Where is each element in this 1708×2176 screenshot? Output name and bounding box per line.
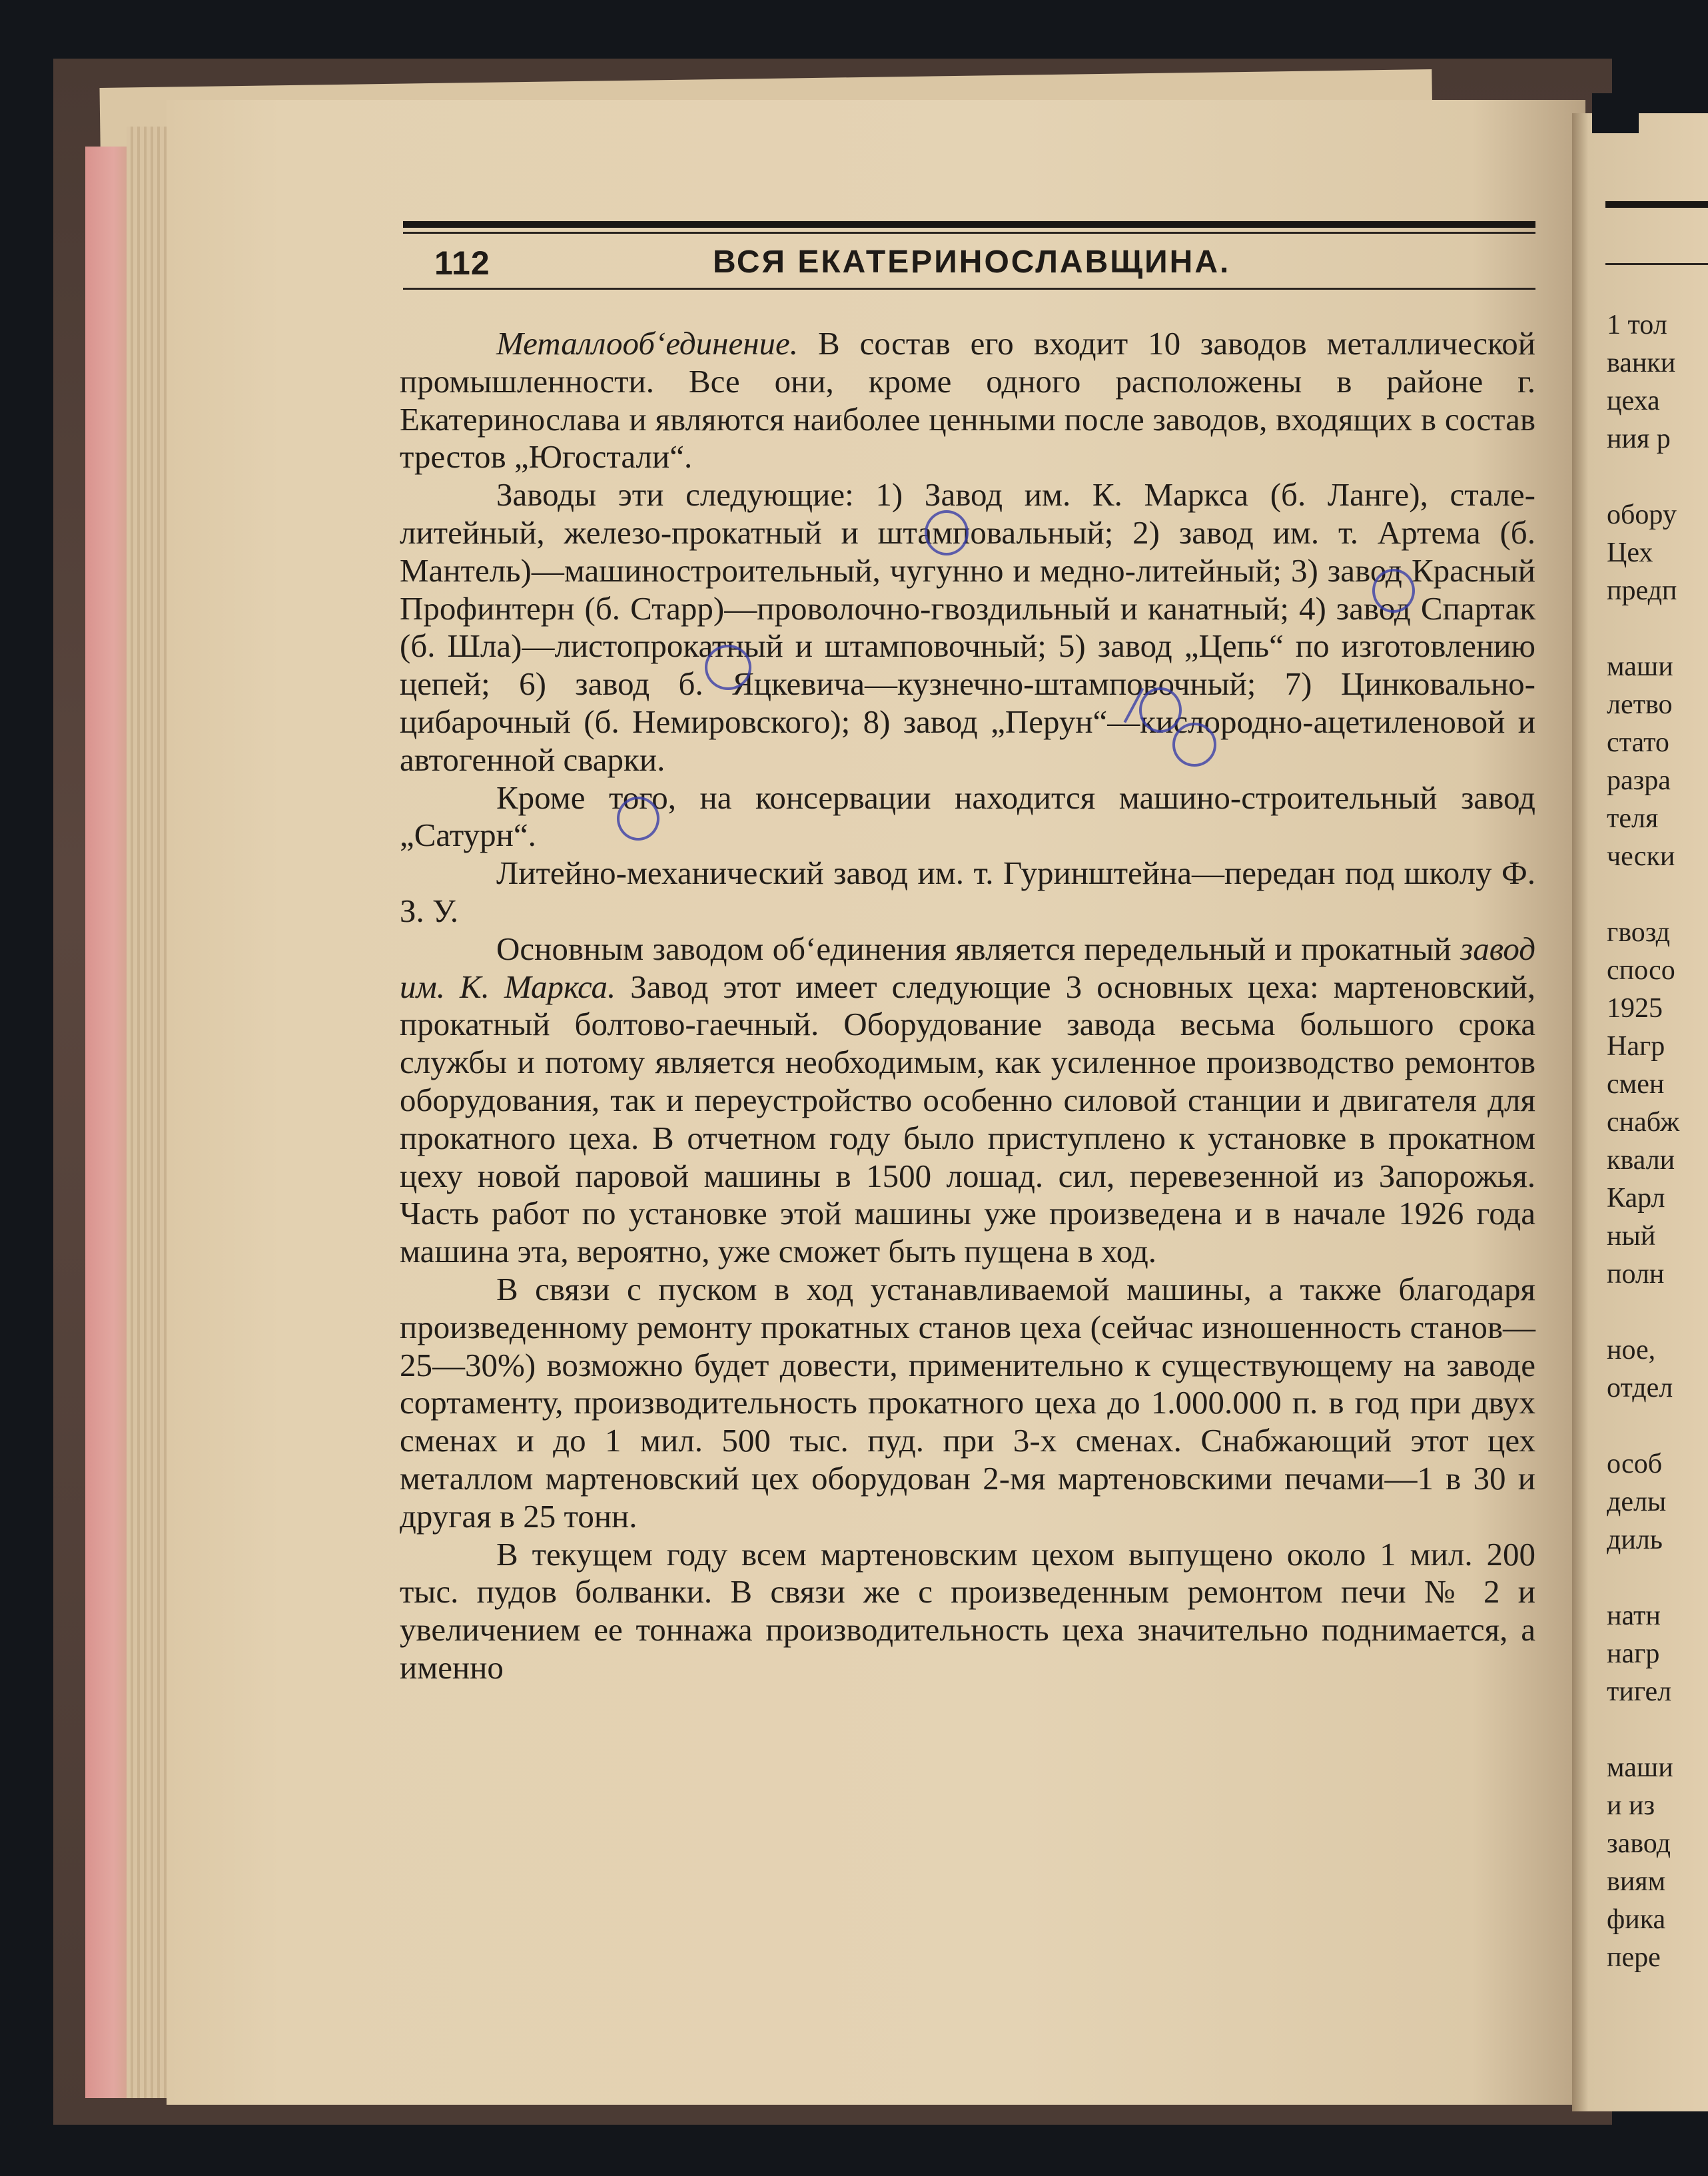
paragraph-4: Литейно-механический завод им. т. Гуринштейна—передан под школу Ф. З. У.: [400, 855, 1535, 929]
facing-page-line: фика: [1607, 1904, 1666, 1935]
facing-page-line: полн: [1607, 1259, 1665, 1289]
facing-page-line: [1607, 876, 1708, 914]
facing-page-line: ное,: [1607, 1335, 1656, 1365]
facing-page-line: снабж: [1607, 1107, 1680, 1138]
plant-name: завод им. К. Маркса.: [400, 930, 1535, 1005]
pen-circle-annotation: [617, 797, 659, 841]
header-rule-thick: [403, 221, 1535, 228]
facing-page: [1572, 113, 1708, 2111]
facing-page-line: 1925: [1607, 993, 1663, 1024]
paragraph-6: В связи с пуском в ход устанавливаемой машины, а также благодаря произведенному ремонту прокатных станов цеха (сейчас изношенность станов—25—30%) возможно будет довести, применительно к существующему на заводе сортаменту, производительность прокатного цеха до 1.000.000 п. в год при двух сменах и до 1 мил. 500 тыс. пуд. при 3-х сменах. Снабжающий этот цех металлом мартеновский цех оборудован 2-мя мартеновскими печами—1 в 30 и другая в 25 тонн.: [400, 1270, 1535, 1535]
facing-page-line: обору: [1607, 500, 1677, 530]
facing-page-line: натн: [1607, 1601, 1661, 1631]
background-notch: [1592, 93, 1639, 133]
paragraph-1: Металлооб‘единение. В состав его входит 10 заводов металлической промышленности. Все они, кроме одного расположены в районе г. Екатеринослава и являются наиболее ценными после заводов, входящих в состав трестов „Югостали“.: [400, 325, 1535, 476]
facing-page-line: маши: [1607, 1752, 1673, 1783]
facing-page-line: смен: [1607, 1069, 1665, 1100]
facing-page-line: маши: [1607, 651, 1673, 682]
facing-page-line: завод: [1607, 1828, 1671, 1859]
facing-page-line: [1607, 1559, 1708, 1597]
facing-page-rule-thin: [1605, 263, 1708, 265]
facing-page-line: особ: [1607, 1449, 1663, 1479]
pen-circle-annotation: [1372, 569, 1415, 613]
facing-page-line: тигел: [1607, 1676, 1672, 1707]
paragraph-7: В текущем году всем мартеновским цехом выпущено около 1 мил. 200 тыс. пудов болванки. В связи же с произведенным ремонтом печи № 2 и увеличением ее тоннажа производительность цеха значительно поднимается, а именно: [400, 1535, 1535, 1686]
facing-page-line: Карл: [1607, 1183, 1665, 1214]
facing-page-line: делы: [1607, 1487, 1667, 1517]
facing-page-line: 1 тол: [1607, 310, 1667, 340]
facing-page-line: Цех: [1607, 538, 1653, 568]
facing-page-line: предп: [1607, 575, 1677, 606]
facing-page-line: отдел: [1607, 1373, 1673, 1403]
facing-page-line: Нагр: [1607, 1031, 1665, 1062]
facing-page-line: нагр: [1607, 1638, 1660, 1669]
facing-page-line: ния р: [1607, 424, 1671, 454]
pen-circle-annotation: [925, 510, 969, 555]
section-title: Металлооб‘единение.: [496, 325, 799, 362]
facing-page-line: [1607, 1711, 1708, 1749]
facing-page-line: [1607, 1407, 1708, 1445]
facing-page-text: [1607, 306, 1708, 1977]
page-number: 112: [434, 244, 490, 282]
running-head: ВСЯ ЕКАТЕРИНОСЛАВЩИНА.: [713, 244, 1231, 280]
paragraph-5: Основным заводом об‘единения является передельный и прокатный завод им. К. Маркса. Завод этот имеет следующие 3 основных цеха: мартеновский, прокатный болтово-гаечный. Оборудование завода весьма большого срока службы и потому является необходимым, как усиленное производство ремонтов оборудования, так и переустройство особенно силовой станции и двигателя для прокатного цеха. В отчетном году было приступлено к установке в прокатном цеху новой паровой машины в 1500 лошад. сил, перевезенной из Запорожья. Часть работ по установке этой машины уже произведена и в начале 1926 года машина эта, вероятно, уже сможет быть пущена в ход.: [400, 930, 1536, 1270]
facing-page-line: [1607, 610, 1708, 648]
facing-page-line: квали: [1607, 1145, 1675, 1176]
facing-page-line: стато: [1607, 727, 1669, 758]
facing-page-line: [1607, 1293, 1708, 1331]
facing-page-line: разра: [1607, 765, 1671, 796]
paragraph-2: Заводы эти следующие: 1) Завод им. К. Маркса (б. Ланге), стале-литейный, железо-прокатный и штамповальный; 2) завод им. т. Артема (б. Мантель)—машиностроительный, чугунно и медно-литейный; 3) завод Красный Профинтерн (б. Старр)—проволочно-гвоздильный и канатный; 4) завод Спартак (б. Шла)—листопрокатный и штамповочный; 5) завод „Цепь“ по изготовлению цепей; 6) завод б. Яцкевича—кузнечно-штамповочный; 7) Цинковально-цибарочный (б. Немировского); 8) завод „Перун“—кислородно-ацетиленовой и автогенной сварки.: [400, 476, 1535, 778]
facing-page-line: гвозд: [1607, 917, 1670, 948]
facing-page-line: ный: [1607, 1221, 1656, 1252]
facing-page-line: цеха: [1607, 386, 1660, 416]
pen-circle-annotation: [705, 645, 751, 690]
header-rule-thin: [403, 232, 1535, 234]
header-underline: [403, 288, 1535, 290]
facing-page-line: спосо: [1607, 955, 1675, 986]
facing-page-line: и из: [1607, 1790, 1655, 1821]
facing-page-line: летво: [1607, 689, 1673, 720]
pen-circle-annotation: [1139, 687, 1182, 733]
facing-page-line: диль: [1607, 1525, 1663, 1555]
page-stack-red-edge: [85, 147, 132, 2098]
facing-page-rule: [1605, 201, 1708, 208]
paragraph-3: Кроме того, на консервации находится машино-строительный завод „Сатурн“.: [400, 779, 1535, 854]
facing-page-line: пере: [1607, 1942, 1661, 1973]
pen-circle-annotation: [1172, 723, 1216, 767]
facing-page-line: виям: [1607, 1866, 1666, 1897]
facing-page-line: теля: [1607, 803, 1659, 834]
facing-page-line: [1607, 458, 1708, 496]
facing-page-line: ванки: [1607, 348, 1676, 378]
facing-page-line: чески: [1607, 841, 1675, 872]
